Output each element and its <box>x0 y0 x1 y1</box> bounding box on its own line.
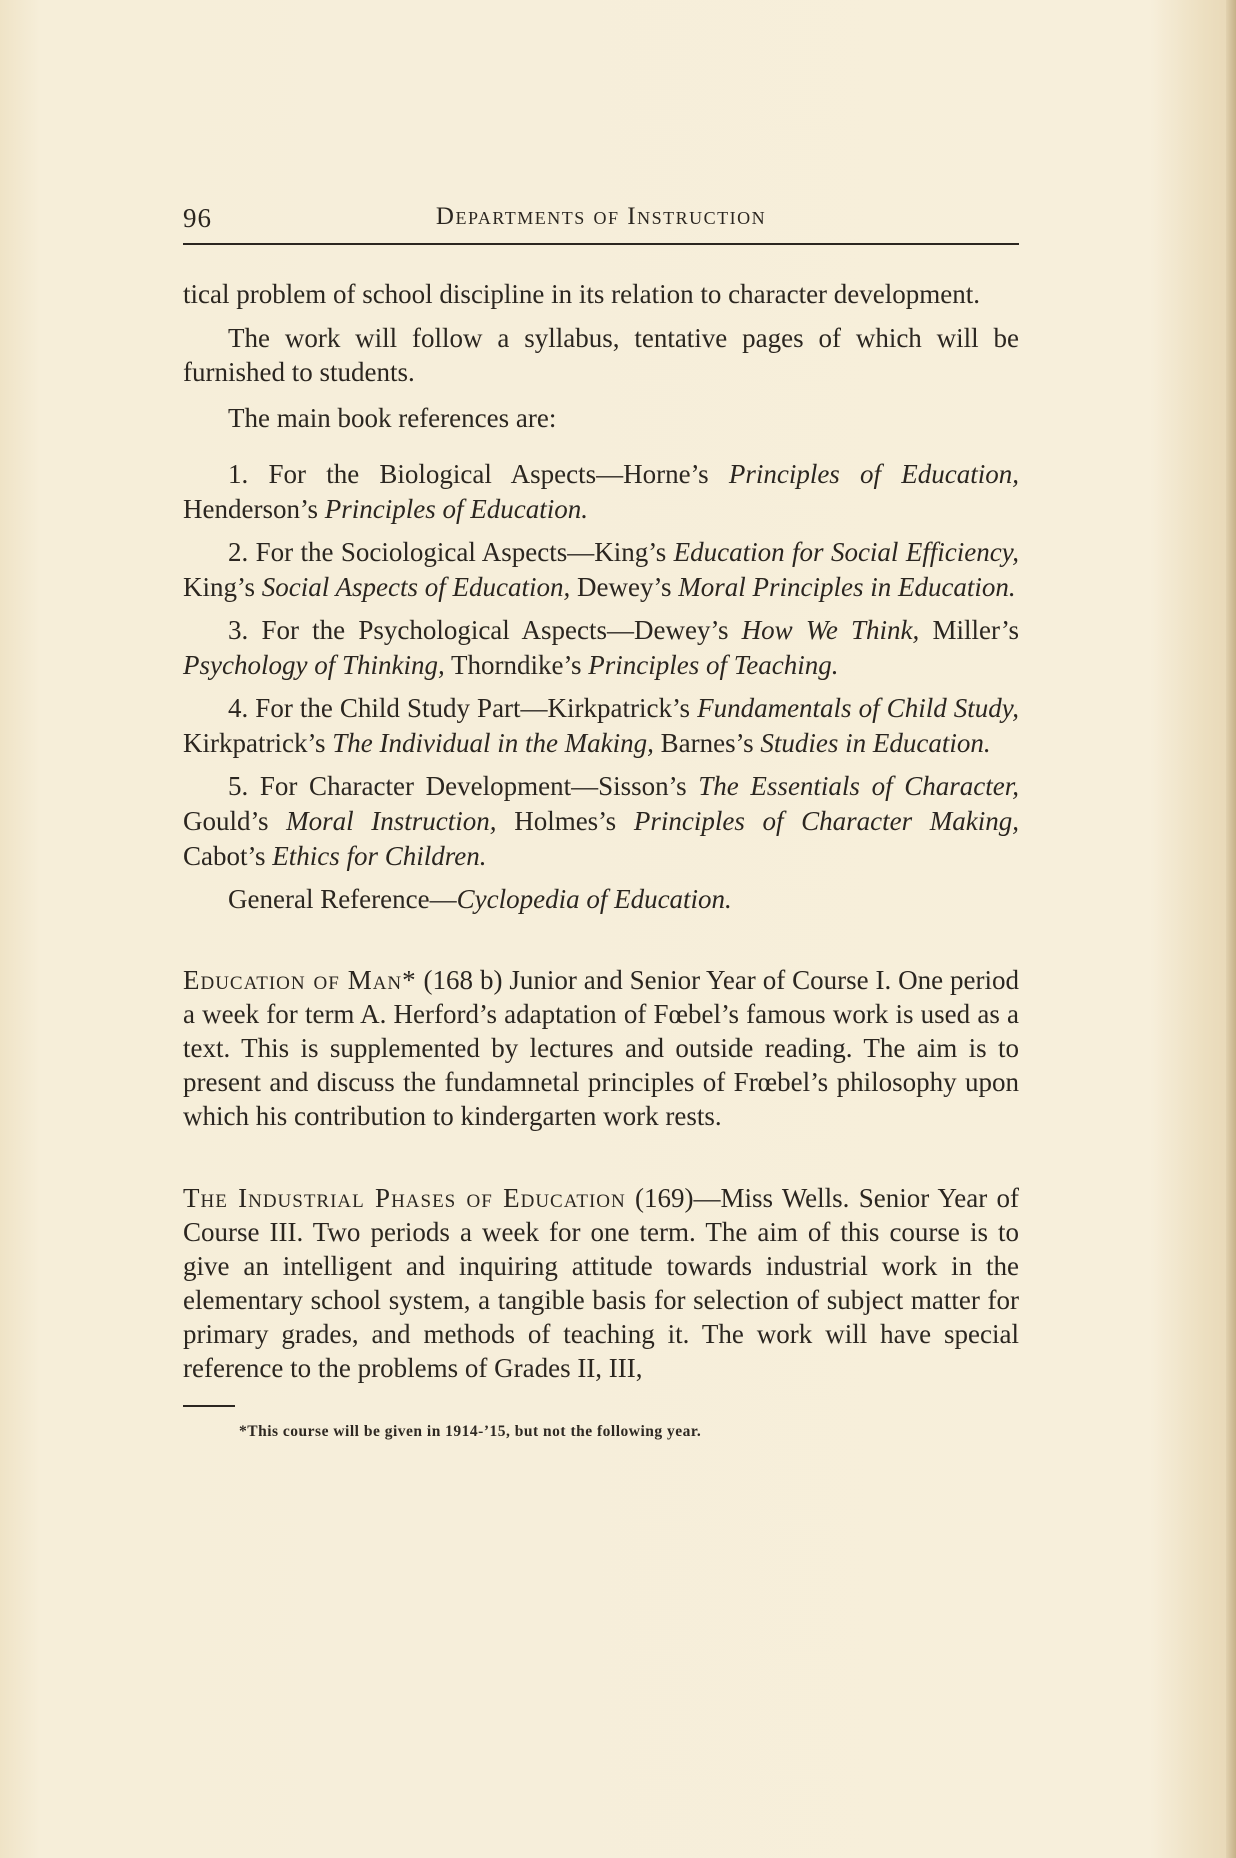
page-edge-shadow <box>1226 0 1236 1858</box>
reference-author: Cabot’s <box>183 841 273 871</box>
book-title: Education for Social Efficiency, <box>673 537 1020 567</box>
course-description: (168 b) Junior and Senior Year of Course I. One period a week for term A. Herford’s adaptation of Fœbel’s famous work is used as a text. This is supplemented by lectures and outside reading. The aim is to present and discuss the fundamnetal principles of Frœbel’s philosophy upon which his contribution to kindergarten work rests. <box>183 965 1019 1131</box>
book-title: Principles of Education. <box>324 494 588 524</box>
reference-author: Henderson’s <box>183 494 325 524</box>
reference-lead: 4. For the Child Study Part—Kirkpatrick’s <box>228 693 698 723</box>
reference-item-1 <box>183 457 1019 527</box>
book-title: How We Think, <box>741 615 920 645</box>
general-reference <box>183 882 1019 917</box>
general-reference-title: Cyclopedia of Education. <box>456 884 732 914</box>
book-title: Ethics for Children. <box>272 841 487 871</box>
reference-item-2 <box>183 535 1019 605</box>
book-title: Principles of Character Making, <box>633 806 1019 836</box>
header-title: Departments of Instruction <box>435 203 767 230</box>
running-head <box>183 203 1019 245</box>
reference-item-5 <box>183 769 1019 874</box>
book-title: Principles of Teaching. <box>588 650 839 680</box>
book-title: Studies in Education. <box>760 728 991 758</box>
general-reference-lead: General Reference— <box>228 884 457 914</box>
page-number: 96 <box>183 203 212 233</box>
reference-lead: 3. For the Psychological Aspects—Dewey’s <box>228 615 742 645</box>
footnote-rule <box>183 1405 235 1407</box>
book-title: The Individual in the Making, <box>332 728 654 758</box>
page-body <box>183 277 1019 1449</box>
paragraph-references-intro: The main book references are: <box>228 403 557 433</box>
reference-author: Kirkpatrick’s <box>183 728 333 758</box>
course-title: Education of Man* <box>183 965 417 995</box>
book-title: Principles of Education, <box>728 459 1019 489</box>
reference-author: Barnes’s <box>653 728 761 758</box>
book-title: Moral Principles in Education. <box>678 572 1016 602</box>
course-title: The Industrial Phases of Education <box>183 1183 626 1213</box>
reference-author: Holmes’s <box>496 806 634 836</box>
course-description: (169)—Miss Wells. Senior Year of Course III. Two periods a week for one term. The aim of this course is to give an intelligent and inquiring attitude towards industrial work in the elementary school system, a tangible basis for selection of subject matter for primary grades, and methods of teaching it. The work will have special reference to the problems of Grades II, III, <box>183 1183 1020 1383</box>
reference-lead: 5. For Character Development—Sisson’s <box>228 771 699 801</box>
reference-lead: 2. For the Sociological Aspects—King’s <box>228 537 674 567</box>
reference-author: Thorndike’s <box>444 650 589 680</box>
course-industrial-phases <box>183 1181 1019 1385</box>
paragraph-syllabus: The work will follow a syllabus, tentative pages of which will be furnished to students. <box>183 323 1019 387</box>
reference-author: Dewey’s <box>570 572 679 602</box>
book-title: The Essentials of Character, <box>698 771 1019 801</box>
book-title: Psychology of Thinking, <box>183 650 445 680</box>
book-title: Moral Instruction, <box>286 806 497 836</box>
paragraph-continuation: tical problem of school discipline in its relation to character development. <box>183 279 981 309</box>
course-education-of-man <box>183 963 1019 1133</box>
reference-author: Miller’s <box>919 615 1019 645</box>
reference-author: King’s <box>183 572 262 602</box>
book-title: Social Aspects of Education, <box>261 572 571 602</box>
reference-lead: 1. For the Biological Aspects—Horne’s <box>228 459 729 489</box>
reference-author: Gould’s <box>183 806 287 836</box>
reference-item-3 <box>183 613 1019 683</box>
reference-item-4 <box>183 691 1019 761</box>
text-column <box>183 203 1019 1449</box>
book-title: Fundamentals of Child Study, <box>697 693 1019 723</box>
footnote: *This course will be given in 1914-’15, but not the following year. <box>239 1423 702 1440</box>
